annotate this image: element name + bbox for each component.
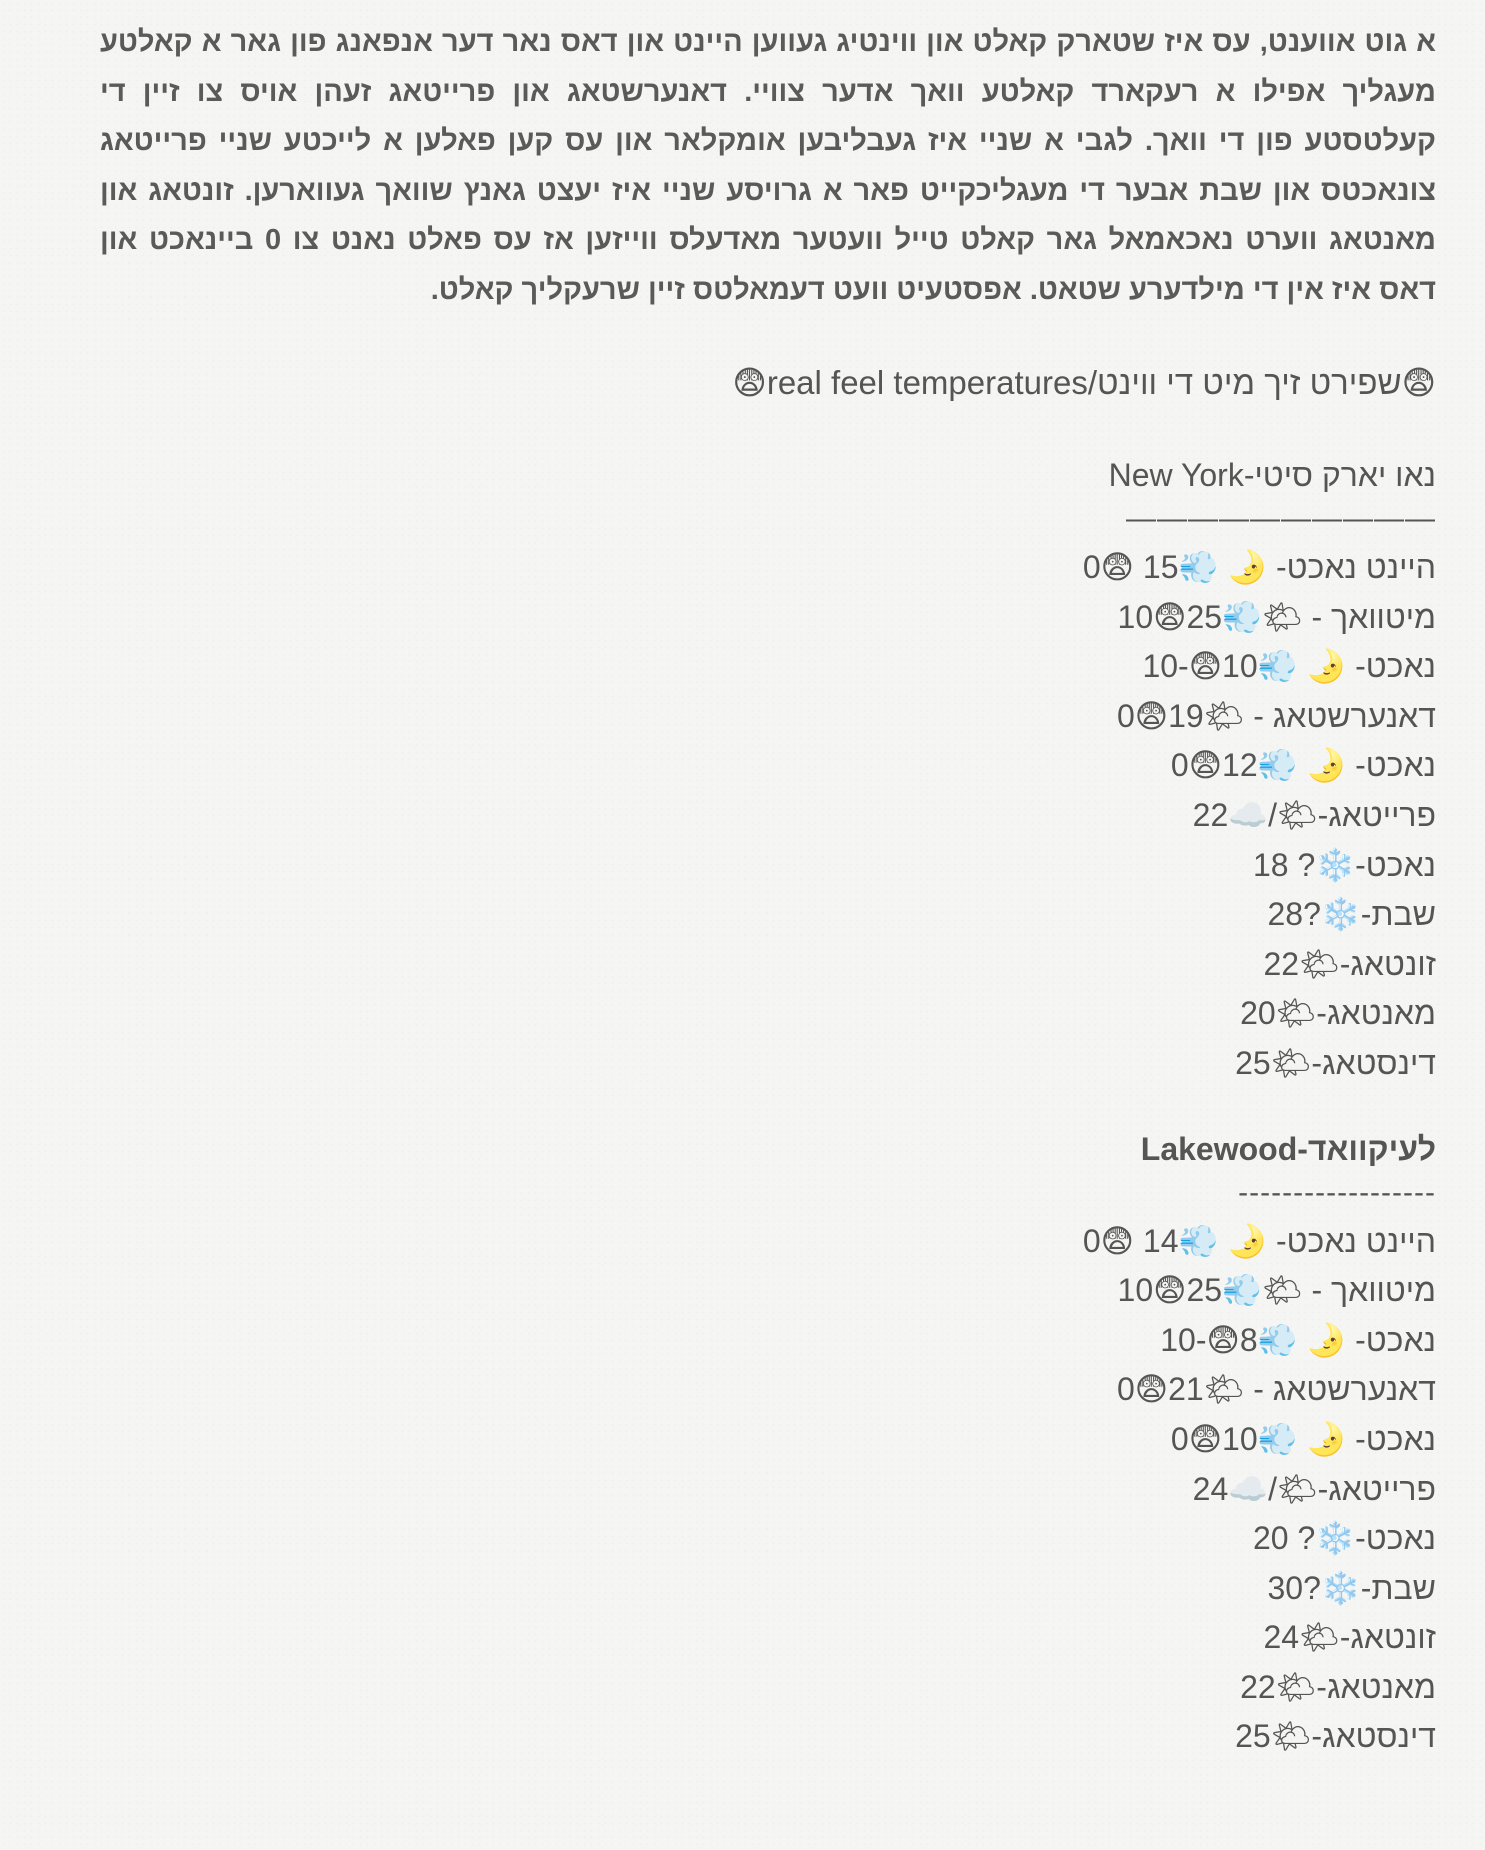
forecast-row: היינט נאכט- 🌛 💨14 😨0 (1082, 1222, 1436, 1259)
city-section-lakewood (100, 1129, 1436, 1763)
forecast-row: דינסטאג-🌤25 (1235, 1718, 1436, 1755)
forecast-row: פרייטאג-🌤/☁️24 (1192, 1470, 1436, 1507)
city-section-new-york (100, 455, 1436, 1089)
intro-paragraph: א גוט אווענט, עס איז שטארק קאלט און ווינטיג געווען היינט און דאס נאר דער אנפאנג פון גאר א קאלטע מעגליך אפילו א רעקארד קאלטע וואך אדער צוויי. דאנערשטאג און פרייטאג זעהן אויס צו זיין די קעלטסטע פון די וואך. לגבי א שניי איז געבליבען אומקלאר און עס קען פאלען א לייכטע שניי פרייטאג צונאכטס און שבת אבער די מעגליכקייט פאר א גרויסע שניי איז יעצט גאנץ שוואך געווארען. זונטאג און מאנטאג ווערט נאכאמאל גאר קאלט טייל וועטער מאדעלס ווייזען אז עס פאלט נאנט צו 0 ביינאכט און דאס איז אין די מילדערע שטאט. אפסטעיט וועט דעמאלטס זיין שרעקליך קאלט. (100, 26, 1436, 306)
forecast-row: נאכט-❄️? 18 (1252, 846, 1436, 883)
document-page (100, 18, 1436, 1762)
forecast-row: שבת-❄️?30 (1267, 1569, 1436, 1606)
forecast-row: נאכט- 🌛 💨12😨0 (1170, 747, 1436, 784)
forecast-row: היינט נאכט- 🌛 💨15 😨0 (1082, 549, 1436, 585)
forecast-row: נאכט- 🌛 💨10😨0 (1170, 1420, 1436, 1457)
city-divider: —————————— (1126, 502, 1436, 535)
forecast-row: מיטוואך - 🌤💨25😨10 (1117, 598, 1436, 635)
forecast-list (100, 1217, 1436, 1763)
forecast-row: זונטאג-🌤24 (1263, 1619, 1436, 1656)
forecast-row: שבת-❄️?28 (1267, 896, 1436, 933)
subtitle-text: 😨שפירט זיך מיט די ווינט/real feel temperatures😨 (732, 364, 1436, 401)
forecast-row: מאנטאג-🌤22 (1240, 1668, 1436, 1705)
forecast-row: נאכט-❄️? 20 (1252, 1520, 1436, 1557)
forecast-list (100, 543, 1436, 1089)
forecast-row: דאנערשטאג - 🌤21😨0 (1116, 1371, 1436, 1408)
forecast-row: מאנטאג-🌤20 (1240, 995, 1436, 1032)
subtitle-line (100, 363, 1436, 403)
forecast-row: דאנערשטאג - 🌤19😨0 (1116, 697, 1436, 734)
forecast-row: דינסטאג-🌤25 (1235, 1044, 1436, 1081)
city-title: לעיקוואד-Lakewood (1140, 1130, 1436, 1167)
forecast-row: מיטוואך - 🌤💨25😨10 (1117, 1272, 1436, 1309)
forecast-row: פרייטאג-🌤/☁️22 (1192, 796, 1436, 833)
city-divider: ------------------ (1238, 1175, 1436, 1209)
forecast-row: זונטאג-🌤22 (1263, 945, 1436, 982)
forecast-row: נאכט- 🌛 💨8😨-10 (1160, 1321, 1436, 1358)
city-title: נאו יארק סיטי-New York (1108, 457, 1436, 493)
forecast-row: נאכט- 🌛 💨10😨-10 (1142, 648, 1436, 685)
